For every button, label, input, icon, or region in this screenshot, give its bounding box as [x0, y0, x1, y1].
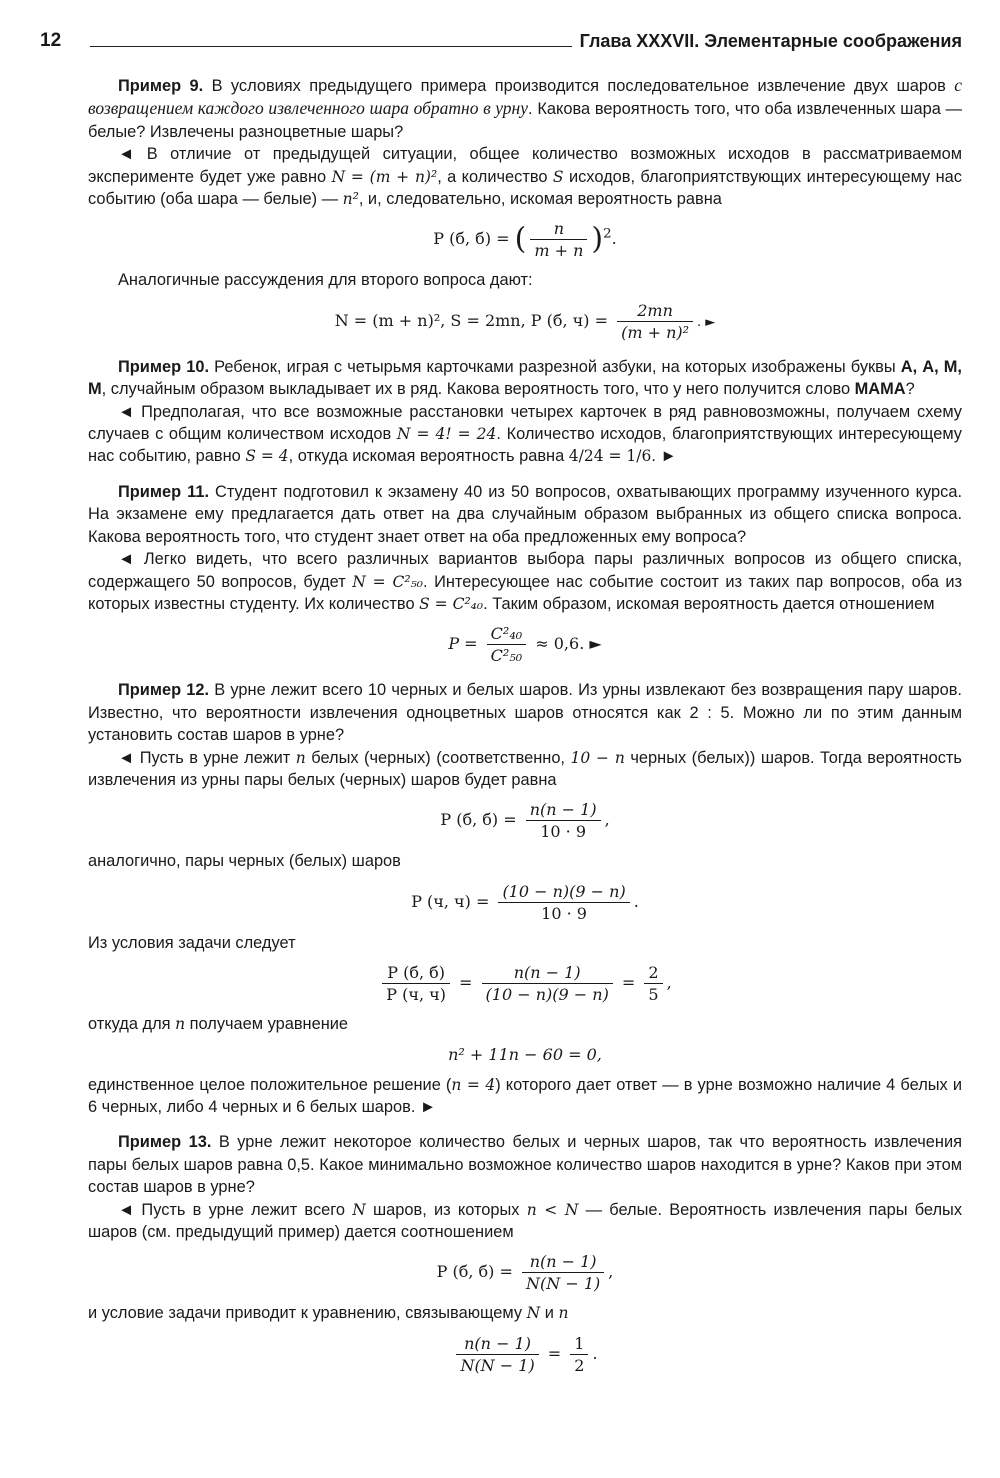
example-12-statement: Пример 12. В урне лежит всего 10 черных и белых шаров. Из урны извлекают без возвращения пару шаров. Известно, что вероятности извлечения одноцветных шаров относятся как 2 : 5. Можно ли по этим данным установить состав шаров в урне? [88, 681, 962, 745]
example-12-equation: n² + 11n − 60 = 0, [448, 1044, 602, 1064]
fraction: $\frac{\text{C²₄₀}}{\text{C²₅₀}}$ [487, 623, 526, 666]
fraction: $\frac{n(n - 1)}{N(N - 1)}$ [522, 1251, 604, 1294]
example-13-label: Пример 13. [118, 1133, 212, 1152]
example-13-equation: $\frac{n(n - 1)}{N(N - 1)}$ = $\frac{1}{2}$ . [88, 1333, 962, 1376]
example-9-formula-white-white: P (б, б) = ( $\frac{n}{m + n}$ )$^2$. [433, 219, 617, 261]
example-11-label: Пример 11. [118, 482, 210, 501]
example-13-statement: Пример 13. В урне лежит некоторое количество белых и черных шаров, так что вероятность извлечения пары белых шаров равна 0,5. Какое минимально возможное количество шаров находится в урне? Каков при этом состав шаров в урне? [88, 1133, 962, 1197]
example-11-statement: Пример 11. Студент подготовил к экзамену 40 из 50 вопросов, охватывающих программу изученного курса. На экзамене ему предлагается дать ответ на два случайным образом выбранных из общего списка вопроса. Какова вероятность того, что студент знает ответ на оба предложенных ему вопроса? [88, 482, 963, 546]
example-12-text-equation: откуда для n получаем уравнение [88, 1015, 349, 1034]
example-10-statement: Пример 10. Ребенок, играя с четырьмя карточками разрезной азбуки, на которых изображены буквы А, А, М, М, случайным образом выкладывает их в ряд. Какова вероятность того, что у него получится слово МАМА? [88, 357, 962, 399]
fraction: $\frac{n(n - 1)}{10 \cdot 9}$ [526, 799, 601, 842]
example-12-formula-black-black: P (ч, ч) = $\frac{(10 - n)(9 - n)}{10 \cdot 9}$ . [411, 881, 639, 923]
example-9-label: Пример 9. [118, 77, 204, 95]
example-9-solution: ◄ В отличие от предыдущей ситуации, общее количество возможных исходов в рассматриваемом эксперименте будет уже равно N = (m + n)², а количество S исходов, благоприятствующих интересующему нас событию (оба шара — белые) — n², и, следовательно, искомая вероятность равна [88, 145, 962, 209]
example-9-italic-condition: с возвращением каждого извлеченного шара обратно в урну [88, 75, 962, 119]
example-12-solution: ◄ Пусть в урне лежит n белых (черных) (соответственно, 10 − n черных (белых)) шаров. Тогда вероятность извлечения из урны пары белых (черных) шаров будет равна [88, 748, 962, 789]
example-13-solution: ◄ Пусть в урне лежит всего N шаров, из которых n < N — белые. Вероятность извлечения пары белых шаров (см. предыдущий пример) дается соотношением [88, 1200, 963, 1241]
example-12-formula-white-white: P (б, б) = $\frac{n(n - 1)}{10 \cdot 9}$ , [440, 800, 610, 842]
example-10-solution: ◄ Предполагая, что все возможные расстановки четырех карточек в ряд равновозможны, получаем схему случаев с общим количеством исходов N = 4! = 24. Количество исходов, благоприятствующих интересующему нас событию, равно S = 4, откуда искомая вероятность равна 4/24 = 1/6. ► [88, 402, 963, 466]
example-11-solution: ◄ Легко видеть, что всего различных вариантов выбора пары различных вопросов из общего списка, содержащего 50 вопросов, будет N = C²₅₀. Интересующее нас событие состоит из таких пар вопросов, оба из которых известны студенту. Их количество S = C²₄₀. Таким образом, искомая вероятность дается отношением [88, 550, 963, 613]
page-number: 12 [40, 30, 62, 51]
fraction: $\frac{1}{2}$ [570, 1333, 588, 1376]
header-rule [90, 46, 572, 47]
page-body [88, 74, 962, 1376]
fraction: $\frac{n(n - 1)}{(10 - n)(9 - n)}$ [482, 962, 613, 1005]
letters: А, А, М, М [88, 357, 962, 399]
example-12-text-condition: Из условия задачи следует [88, 933, 296, 952]
fraction: $\frac{2}{5}$ [644, 962, 662, 1005]
example-12-text-black: аналогично, пары черных (белых) шаров [88, 852, 401, 871]
example-10-label: Пример 10. [118, 357, 210, 376]
chapter-title: Глава XXXVII. Элементарные соображения [579, 31, 962, 51]
fraction: $\frac{P (б, б)}{P (ч, ч)}$ [382, 962, 450, 1005]
fraction: $\frac{(10 - n)(9 - n)}{10 \cdot 9}$ [498, 881, 629, 924]
example-12-label: Пример 12. [118, 681, 210, 700]
running-header [40, 26, 962, 52]
word: МАМА [854, 380, 906, 399]
example-13-formula: P (б, б) = $\frac{n(n - 1)}{N(N - 1)}$ , [436, 1252, 614, 1294]
example-11-formula: P = $\frac{\text{C²₄₀}}{\text{C²₅₀}}$ ≈ 0,6. ► [448, 624, 602, 666]
fraction: $\frac{n}{m + n}$ [530, 218, 587, 261]
fraction: $\frac{2mn}{\text{(m + n)²}}$ [617, 300, 693, 343]
fraction: $\frac{n(n - 1)}{N(N - 1)}$ [456, 1333, 538, 1376]
example-9-statement: Пример 9. В условиях предыдущего примера производится последовательное извлечение двух шаров с возвращением каждого извлеченного шара обратно в урну. Какова вероятность того, что оба извлеченных шара — белые? Извлечены разноцветные шары? [88, 75, 962, 141]
example-9-formula-white-black: N = (m + n)², S = 2mn, P (б, ч) = $\frac{2mn}{\text{(m + n)²}}$ . ► [334, 300, 716, 342]
example-12-answer: единственное целое положительное решение (n = 4) которого дает ответ — в урне возможно наличие 4 белых и 6 черных, либо 4 черных и 6 белых шаров. ► [88, 1075, 962, 1116]
example-13-text: и условие задачи приводит к уравнению, связывающему N и n [88, 1304, 569, 1323]
example-12-formula-ratio: $\frac{P (б, б)}{P (ч, ч)}$ = $\frac{n(n - 1)}{(10 - n)(9 - n)}$ = $\frac{2}{5}$ , [88, 962, 962, 1005]
example-9-analog-text: Аналогичные рассуждения для второго вопроса дают: [118, 271, 533, 290]
